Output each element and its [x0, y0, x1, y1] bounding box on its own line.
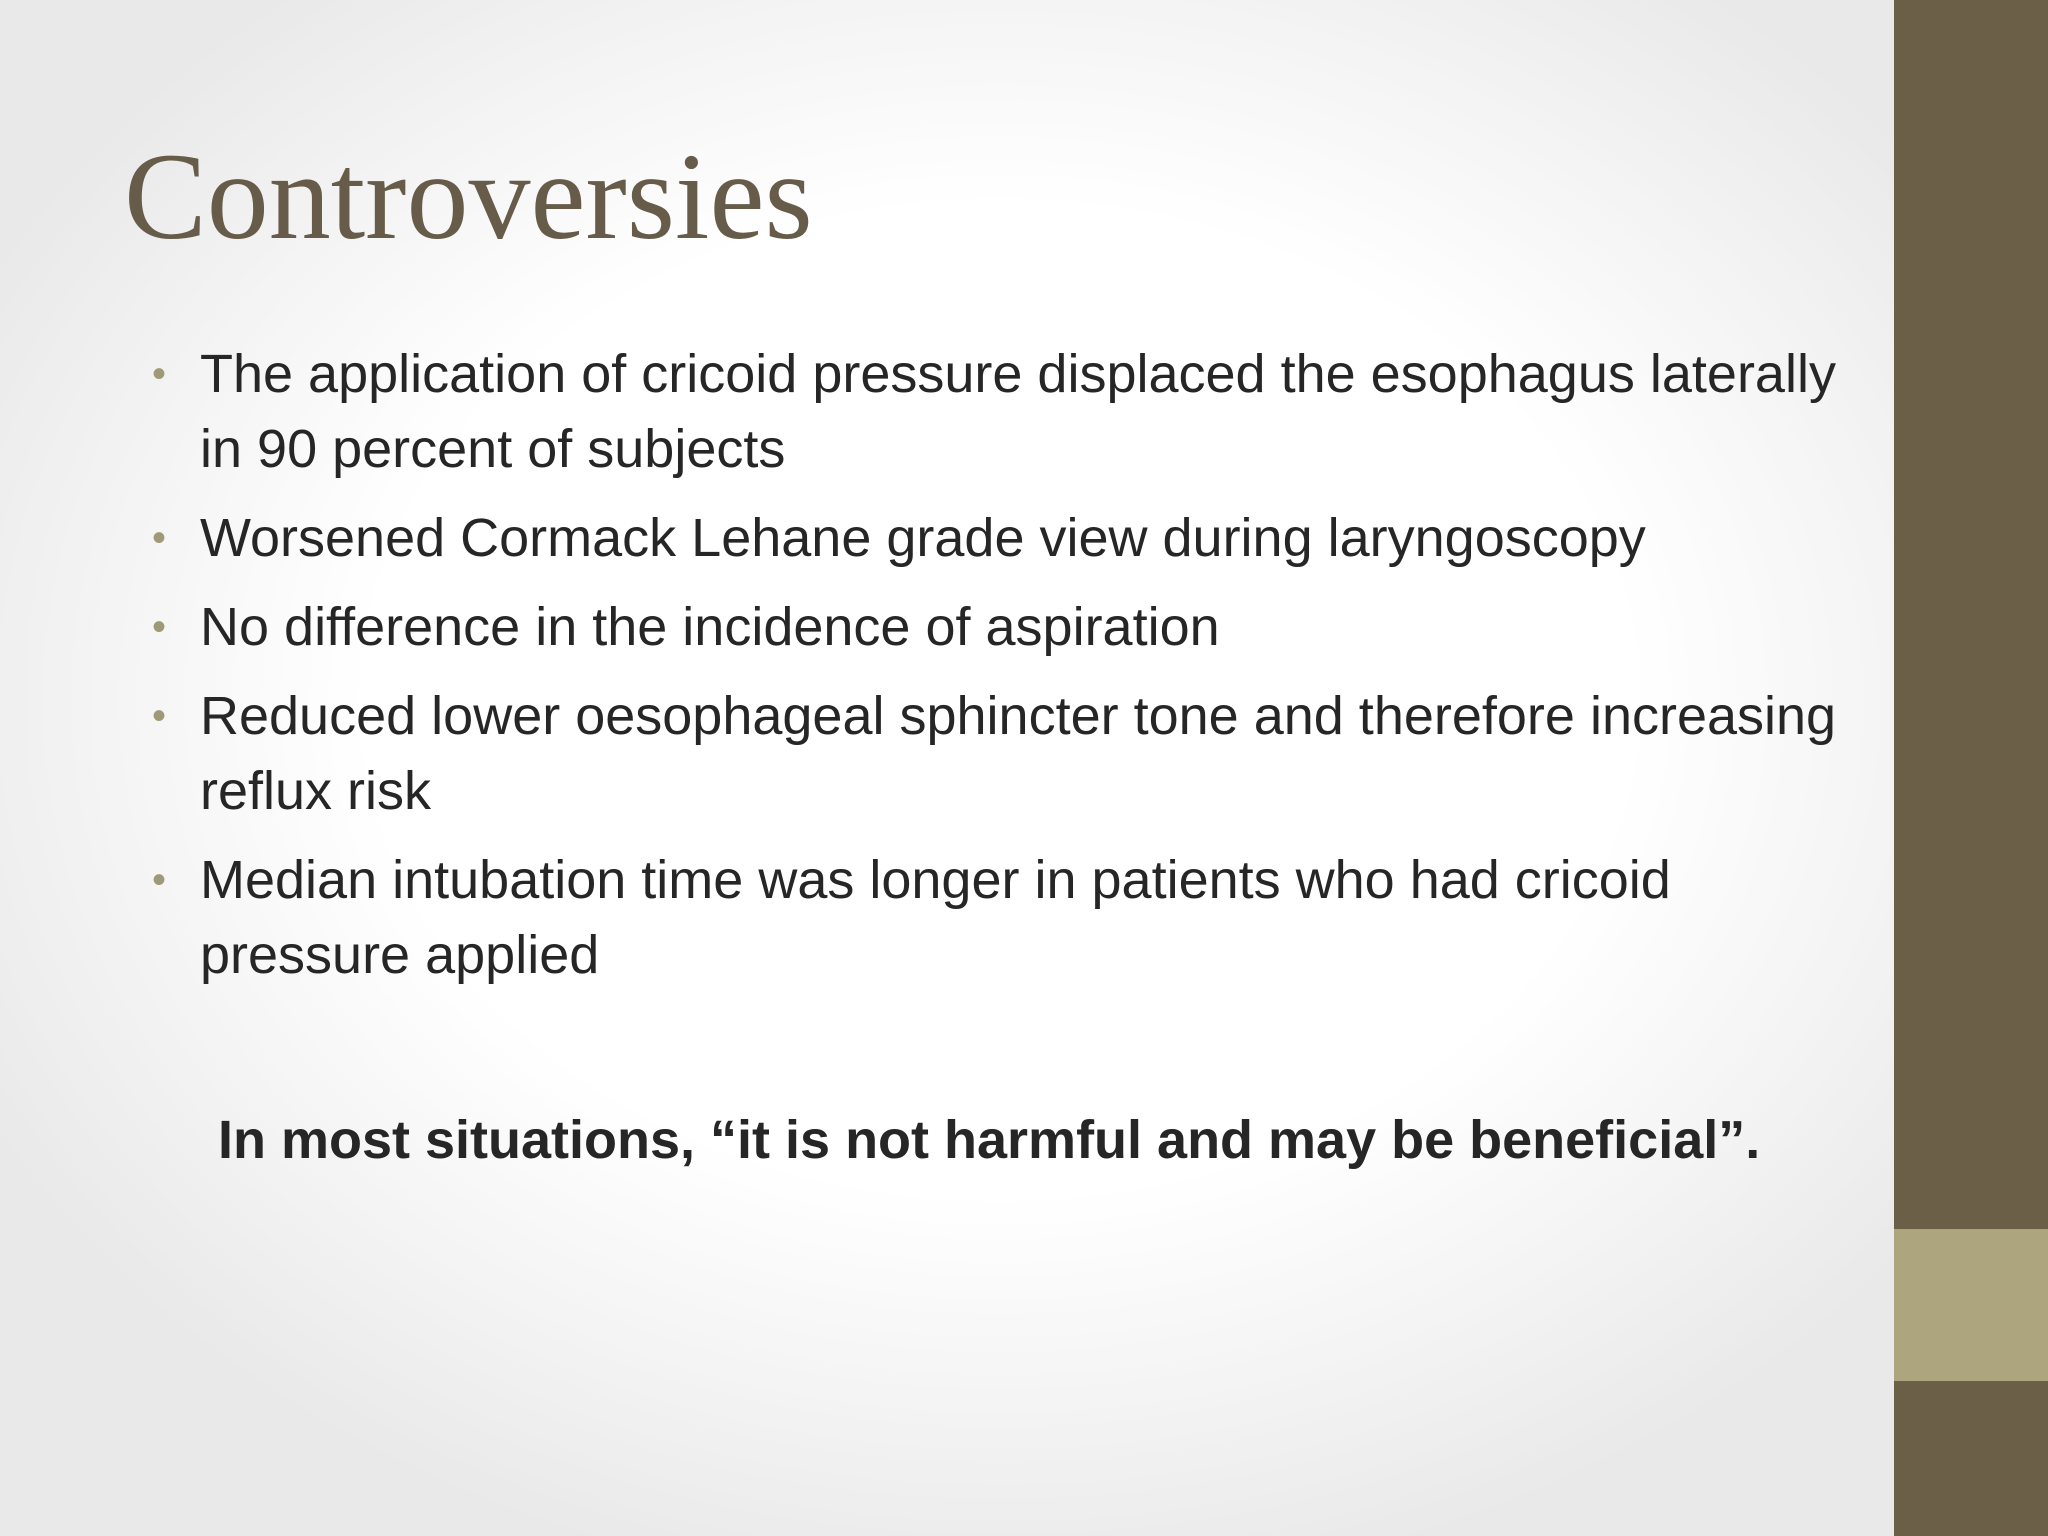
bullet-item [140, 337, 1860, 487]
bullet-item [140, 590, 1860, 665]
sidebar-accent-bottom [1894, 1381, 2048, 1536]
bullet-dot-icon: • [152, 352, 167, 396]
bullet-list [140, 337, 1860, 1007]
bullet-text: Median intubation time was longer in patients who had cricoid pressure applied [200, 850, 1671, 985]
bullet-dot-icon: • [152, 858, 167, 902]
bullet-text: Worsened Cormack Lehane grade view during laryngoscopy [200, 508, 1646, 568]
bullet-text: Reduced lower oesophageal sphincter tone and therefore increasing reflux risk [200, 686, 1837, 821]
sidebar-accent-top [1894, 0, 2048, 1229]
bullet-text: No difference in the incidence of aspiration [200, 597, 1220, 657]
sidebar-accent-middle [1894, 1229, 2048, 1381]
bullet-dot-icon: • [152, 605, 167, 649]
bullet-item [140, 501, 1860, 576]
bullet-item [140, 843, 1860, 993]
bullet-text: The application of cricoid pressure displaced the esophagus laterally in 90 percent of subjects [200, 344, 1836, 479]
bullet-dot-icon: • [152, 694, 167, 738]
conclusion-quote: In most situations, “it is not harmful and may be beneficial”. [218, 1110, 1761, 1170]
bullet-dot-icon: • [152, 516, 167, 560]
bullet-item [140, 679, 1860, 829]
slide-title: Controversies [124, 128, 813, 265]
